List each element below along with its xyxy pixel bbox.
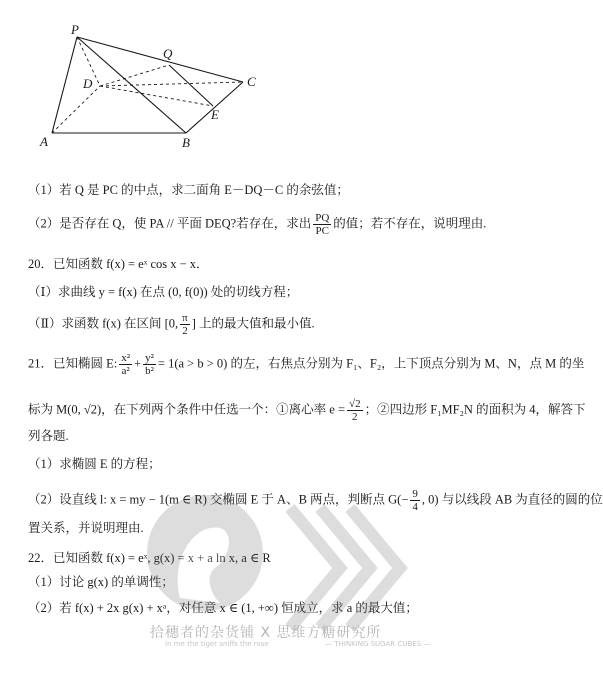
g-coord-fraction: $\frac{9}{4}$ [412,488,418,513]
label-C: C [247,74,256,89]
ellipse-y-term: $\frac{\text{y²}}{\text{b²}}$ [145,352,154,377]
edge-DQ [100,65,169,86]
q21-part2: （2）设直线 l: x = my − 1(m ∈ R) 交椭圆 E 于 A、B 两点，判断点 G(− $\frac{9}{4}$ , 0) 与以线段 AB 为直径的圆的位 [28,488,603,513]
edge-AD [52,86,100,133]
pi-half-fraction: $\frac{\pi}{2}$ [182,312,188,337]
edge-DE [100,86,213,106]
label-B: B [182,135,190,150]
edge-QE [169,65,213,106]
q20-part1: （Ⅰ）求曲线 y = f(x) 在点 (0, f(0)) 处的切线方程； [28,285,299,299]
q21-stem: 21．已知椭圆 E: $\frac{\text{x²}}{\text{a²}}$ + $\frac{\text{y²}}{\text{b²}}$ = 1(a > b > 0) 的左，右焦点分别为 F₁、F₂，上下顶点分别为 M、N，点 M 的坐 [28,352,585,377]
label-D: D [83,76,93,91]
label-E: E [211,107,219,122]
watermark-text: 拾穗者的杂货铺 X 思维方糖研究所 [150,625,382,641]
q19-part2-suffix: 的值；若不存在，说明理由. [333,216,487,231]
q22-part1: （1）讨论 g(x) 的单调性； [28,575,174,589]
q21-part1: （1）求椭圆 E 的方程； [28,457,161,471]
q20-part2: （Ⅱ）求函数 f(x) 在区间 [0, $\frac{\pi}{2}$ ] 上的最大值和最小值. [28,312,315,337]
edge-DC [100,82,243,86]
ellipse-x-term: $\frac{\text{x²}}{\text{a²}}$ [121,352,131,377]
q20-stem: 20．已知函数 f(x) = eˣ cos x − x． [28,257,209,271]
q19-part2 [28,212,486,237]
label-A: A [40,134,48,149]
q21-line3: 列各题. [28,429,69,443]
q22-part2: （2）若 f(x) + 2x g(x) + xᵃ，对任意 x ∈ (1, +∞) 恒成立，求 a 的最大值； [28,601,418,615]
q21-part2-line2: 置关系，并说明理由. [28,521,144,535]
q19-part2-prefix: （2）是否存在 Q，使 PA // 平面 DEQ?若存在，求出 [28,216,312,231]
label-P: P [71,22,79,37]
label-Q: Q [163,46,173,61]
q22-stem: 22．已知函数 f(x) = eˣ, g(x) = x + a ln x, a ∈ R [28,551,271,565]
q19-part1: （1）若 Q 是 PC 的中点，求二面角 E－DQ－C 的余弦值； [28,183,349,197]
watermark-subtitle-right: — THINKING SUGAR CUBES — [325,640,431,648]
pyramid-figure [30,20,280,155]
watermark-subtitle-left: In me the tiger sniffs the rose [165,640,269,648]
eccentricity-fraction: $\frac{√2}{2}$ [349,398,361,423]
q21-conditions: 标为 M(0, √2)，在下列两个条件中任选一个：①离心率 e = $\frac{√2}{2}$ ；②四边形 F₁MF₂N 的面积为 4，解答下 [28,398,586,423]
ratio-fraction: $\frac{PQ}{PC}$ [315,212,330,237]
pyramid-diagram [30,20,280,155]
edge-PA [52,37,77,133]
